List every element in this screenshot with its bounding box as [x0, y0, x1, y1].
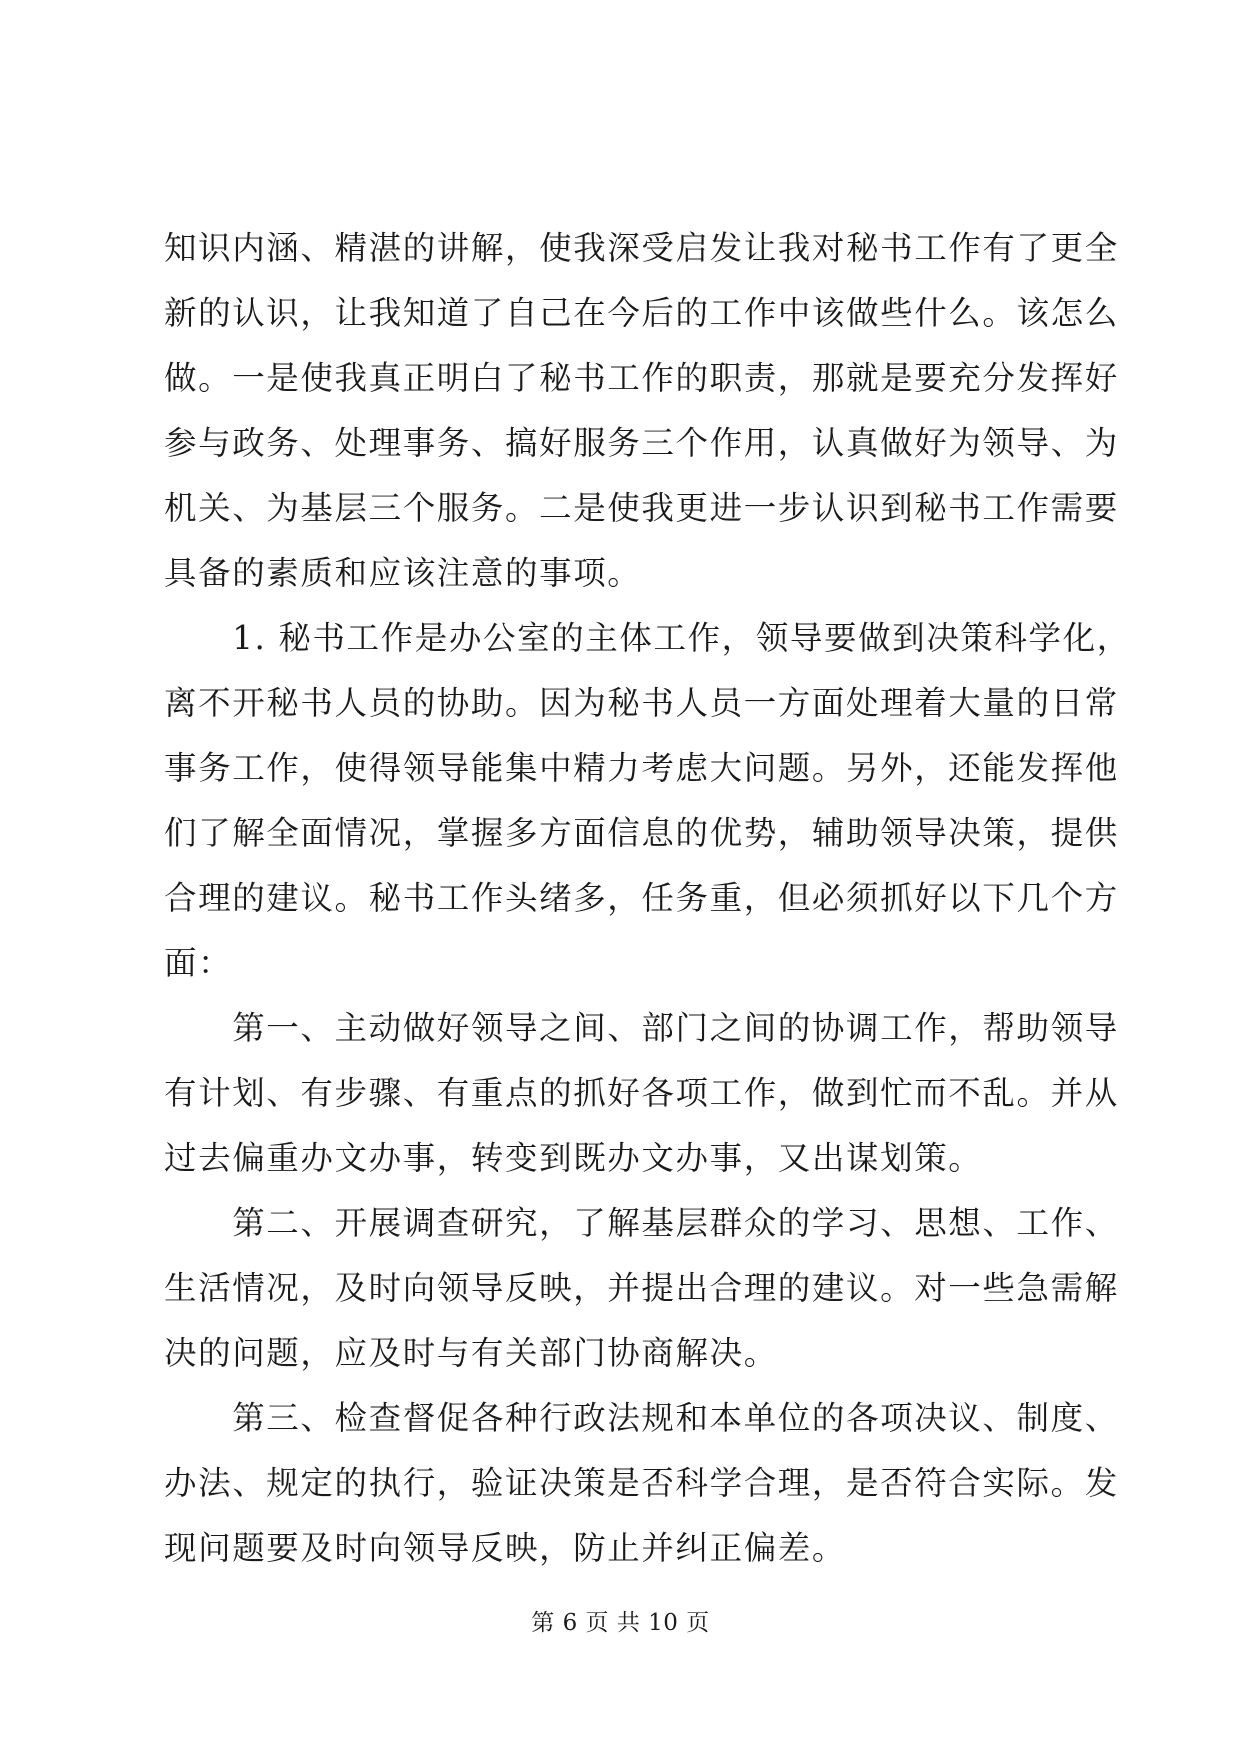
text-line: 们了解全面情况，掌握多方面信息的优势，辅助领导决策，提供	[164, 814, 1119, 852]
text-line: 第三、检查督促各种行政法规和本单位的各项决议、制度、	[164, 1399, 1119, 1437]
text-line: 第二、开展调查研究，了解基层群众的学习、思想、工作、	[164, 1204, 1119, 1242]
text-line: 有计划、有步骤、有重点的抓好各项工作，做到忙而不乱。并从	[164, 1074, 1119, 1112]
page-footer: 第 6 页 共 10 页	[531, 1610, 710, 1636]
text-line: 新的认识，让我知道了自己在今后的工作中该做些什么。该怎么	[164, 294, 1119, 332]
text-line: 1. 秘书工作是办公室的主体工作，领导要做到决策科学化，	[164, 619, 1131, 657]
text-line: 过去偏重办文办事，转变到既办文办事，又出谋划策。	[164, 1139, 983, 1177]
text-line: 面：	[164, 944, 233, 982]
document-body	[164, 228, 1131, 1593]
text-line: 生活情况，及时向领导反映，并提出合理的建议。对一些急需解	[164, 1269, 1119, 1307]
text-line: 具备的素质和应该注意的事项。	[164, 554, 642, 592]
text-line: 合理的建议。秘书工作头绪多，任务重，但必须抓好以下几个方	[164, 879, 1119, 917]
text-line: 知识内涵、精湛的讲解，使我深受启发让我对秘书工作有了更全	[164, 229, 1119, 267]
text-line: 办法、规定的执行，验证决策是否科学合理，是否符合实际。发	[164, 1464, 1119, 1502]
text-line: 事务工作，使得领导能集中精力考虑大问题。另外，还能发挥他	[164, 749, 1119, 787]
text-line: 决的问题，应及时与有关部门协商解决。	[164, 1334, 778, 1372]
text-line: 机关、为基层三个服务。二是使我更进一步认识到秘书工作需要	[164, 489, 1119, 527]
text-line: 现问题要及时向领导反映，防止并纠正偏差。	[164, 1529, 847, 1567]
text-line: 第一、主动做好领导之间、部门之间的协调工作，帮助领导	[164, 1009, 1119, 1047]
text-line: 离不开秘书人员的协助。因为秘书人员一方面处理着大量的日常	[164, 684, 1119, 722]
text-line: 做。一是使我真正明白了秘书工作的职责，那就是要充分发挥好	[164, 359, 1119, 397]
text-line: 参与政务、处理事务、搞好服务三个作用，认真做好为领导、为	[164, 424, 1119, 462]
